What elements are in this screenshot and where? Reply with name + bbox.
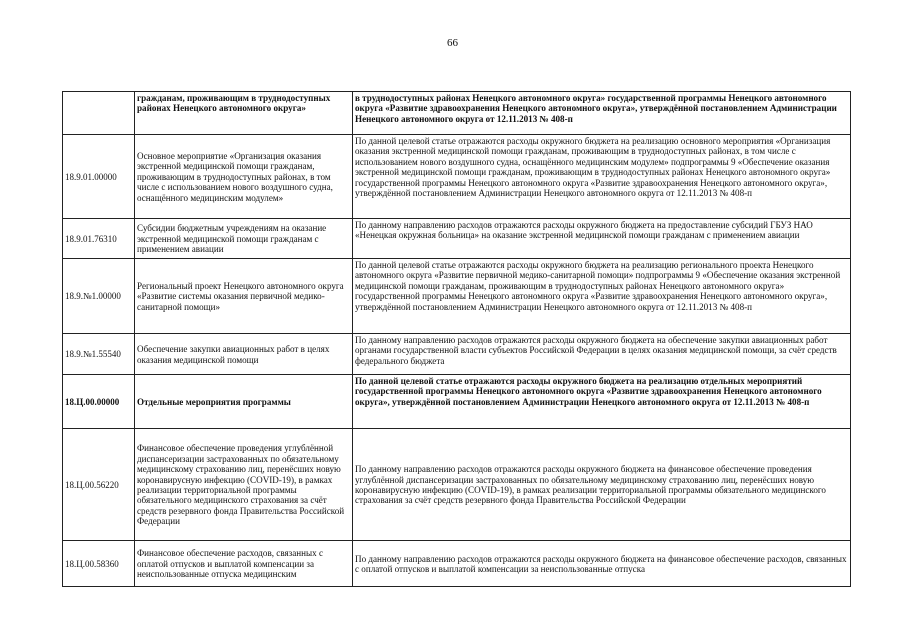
- description-cell: По данному направлению расходов отражаются расходы окружного бюджета на предоставление субсидий ГБУЗ НАО «Ненецкая окружная больница» на оказание экстренной медицинской помощи гражданам с применением авиации: [353, 219, 851, 259]
- table-row: [63, 135, 851, 219]
- table-row: [63, 92, 851, 135]
- code-cell: 18.9.№1.00000: [63, 259, 135, 334]
- table-row: [63, 334, 851, 375]
- name-cell: Отдельные мероприятия программы: [135, 375, 353, 429]
- code-cell: [63, 92, 135, 135]
- table-row: [63, 375, 851, 429]
- table-row: [63, 429, 851, 541]
- name-cell: Региональный проект Ненецкого автономного округа «Развитие системы оказания первичной медико-санитарной помощи»: [135, 259, 353, 334]
- code-cell: 18.Ц.00.58360: [63, 541, 135, 587]
- budget-classification-table: [62, 91, 851, 587]
- table-row: [63, 219, 851, 259]
- description-cell: в труднодоступных районах Ненецкого автономного округа» государственной программы Ненецкого автономного округа «Развитие здравоохранения Ненецкого автономного округа», утверждённой постановлением Администрации Ненецкого автономного округа от 12.11.2013 № 408-п: [353, 92, 851, 135]
- description-cell: По данной целевой статье отражаются расходы окружного бюджета на реализацию регионального проекта Ненецкого автономного округа «Развитие первичной медико-санитарной помощи» подпрограммы 9 «Обеспечение оказания экстренной медицинской помощи гражданам, проживающим в труднодоступных районах Ненецкого автономного округа» государственной программы Ненецкого автономного округа «Развитие здравоохранения Ненецкого автономного округа», утверждённой постановлением Администрации Ненецкого автономного округа от 12.11.2013 № 408-п: [353, 259, 851, 334]
- name-cell: Субсидии бюджетным учреждениям на оказание экстренной медицинской помощи гражданам с применением авиации: [135, 219, 353, 259]
- name-cell: гражданам, проживающим в труднодоступных районах Ненецкого автономного округа»: [135, 92, 353, 135]
- description-cell: По данной целевой статье отражаются расходы окружного бюджета на реализацию основного мероприятия «Организация оказания экстренной медицинской помощи гражданам, проживающим в труднодоступных районах, в том числе с использованием нового воздушного судна, оснащённого медицинским модулем» подпрограммы 9 «Обеспечение оказания экстренной медицинской помощи гражданам, проживающим в труднодоступных районах Ненецкого автономного округа» государственной программы Ненецкого автономного округа «Развитие здравоохранения Ненецкого автономного округа», утверждённой постановлением Администрации Ненецкого автономного округа от 12.11.2013 № 408-п: [353, 135, 851, 219]
- description-cell: По данному направлению расходов отражаются расходы окружного бюджета на обеспечение закупки авиационных работ органами государственной власти субъектов Российской Федерации в целях оказания медицинской помощи, за счёт средств федерального бюджета: [353, 334, 851, 375]
- name-cell: Финансовое обеспечение расходов, связанных с оплатой отпусков и выплатой компенсации за неиспользованные отпуска медицинским: [135, 541, 353, 587]
- table-row: [63, 541, 851, 587]
- code-cell: 18.Ц.00.56220: [63, 429, 135, 541]
- description-cell: По данному направлению расходов отражаются расходы окружного бюджета на финансовое обеспечение проведения углублённой диспансеризации застрахованных по обязательному медицинскому страхованию лиц, перенёсших новую коронавирусную инфекцию (COVID-19), в рамках реализации территориальной программы обязательного медицинского страхования за счёт средств резервного фонда Правительства Российской Федерации: [353, 429, 851, 541]
- name-cell: Финансовое обеспечение проведения углублённой диспансеризации застрахованных по обязательному медицинскому страхованию лиц, перенёсших новую коронавирусную инфекцию (COVID-19), в рамках реализации территориальной программы обязательного медицинского страхования за счёт средств резервного фонда Правительства Российской Федерации: [135, 429, 353, 541]
- name-cell: Обеспечение закупки авиационных работ в целях оказания медицинской помощи: [135, 334, 353, 375]
- code-cell: 18.9.01.76310: [63, 219, 135, 259]
- description-cell: По данному направлению расходов отражаются расходы окружного бюджета на финансовое обеспечение расходов, связанных с оплатой отпусков и выплатой компенсации за неиспользованные отпуска: [353, 541, 851, 587]
- code-cell: 18.9.№1.55540: [63, 334, 135, 375]
- code-cell: 18.Ц.00.00000: [63, 375, 135, 429]
- description-cell: По данной целевой статье отражаются расходы окружного бюджета на реализацию отдельных мероприятий государственной программы Ненецкого автономного округа «Развитие здравоохранения Ненецкого автономного округа», утверждённой постановлением Администрации Ненецкого автономного округа от 12.11.2013 № 408-п: [353, 375, 851, 429]
- name-cell: Основное мероприятие «Организация оказания экстренной медицинской помощи гражданам, проживающим в труднодоступных районах, в том числе с использованием нового воздушного судна, оснащённого медицинским модулем»: [135, 135, 353, 219]
- table-row: [63, 259, 851, 334]
- page-number: 66: [447, 37, 458, 49]
- code-cell: 18.9.01.00000: [63, 135, 135, 219]
